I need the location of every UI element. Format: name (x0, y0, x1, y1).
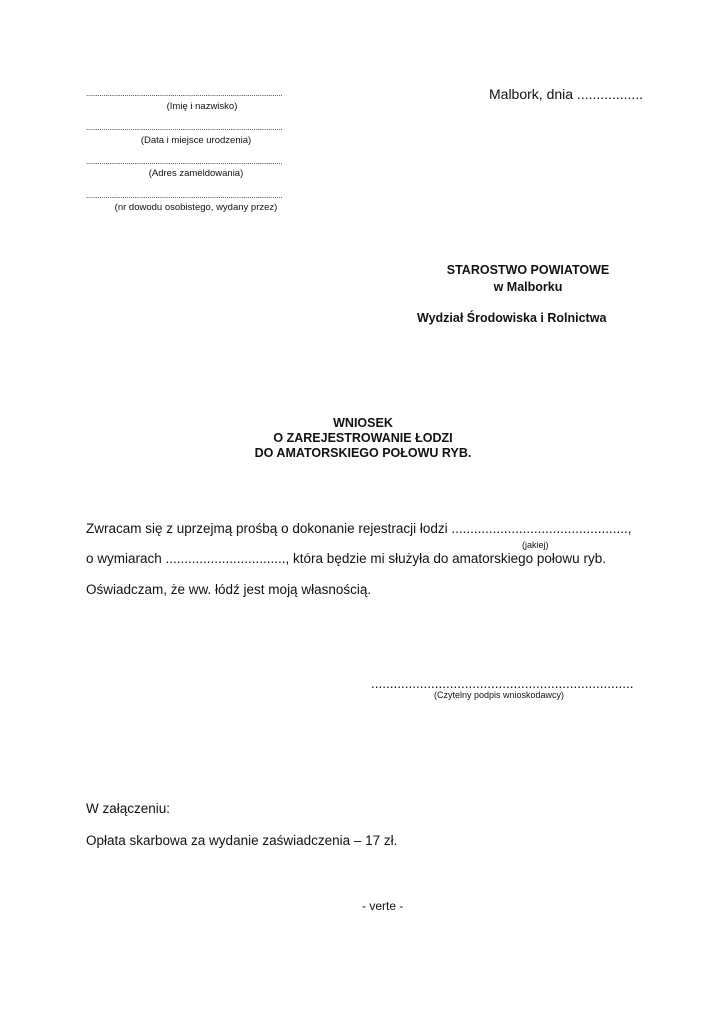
signature-dots: ...................................................................... (371, 676, 634, 691)
title-line1: WNIOSEK (333, 416, 393, 430)
verte-note: - verte - (362, 899, 404, 913)
attachment-item: Opłata skarbowa za wydanie zaświadczenia – 17 zł. (86, 833, 398, 848)
address-dots: ...................................................................................................... (86, 157, 283, 166)
id-dots: ...................................................................................................... (86, 191, 283, 200)
id-caption: (nr dowodu osobistego, wydany przez) (114, 202, 278, 213)
signature-caption: (Czytelny podpis wnioskodawcy) (434, 690, 565, 700)
title-line2: O ZAREJESTROWANIE ŁODZI (273, 431, 453, 445)
ownership-declaration: Oświadczam, że ww. łódź jest moją własnością. (86, 582, 372, 597)
dimensions-line: o wymiarach ................................, która będzie mi służyła do amatorskiego połowu ryb. (86, 551, 606, 566)
address-caption: (Adres zameldowania) (148, 168, 244, 179)
place-date: Malbork, dnia ................. (489, 86, 644, 102)
birth-dots: ...................................................................................................... (86, 123, 283, 132)
title-line3: DO AMATORSKIEGO POŁOWU RYB. (254, 446, 472, 460)
recipient-line1: STAROSTWO POWIATOWE (446, 263, 610, 277)
birth-caption: (Data i miejsce urodzenia) (140, 135, 252, 146)
name-dots: ...................................................................................................... (86, 89, 283, 98)
recipient-line2: w Malborku (493, 280, 563, 294)
recipient-department: Wydział Środowiska i Rolnictwa (417, 311, 607, 325)
request-line: Zwracam się z uprzejmą prośbą o dokonanie rejestracji łodzi ..............................................., (86, 521, 632, 536)
attachments-heading: W załączeniu: (86, 801, 171, 816)
name-caption: (Imię i nazwisko) (166, 101, 238, 112)
request-caption: (jakiej) (522, 540, 549, 550)
